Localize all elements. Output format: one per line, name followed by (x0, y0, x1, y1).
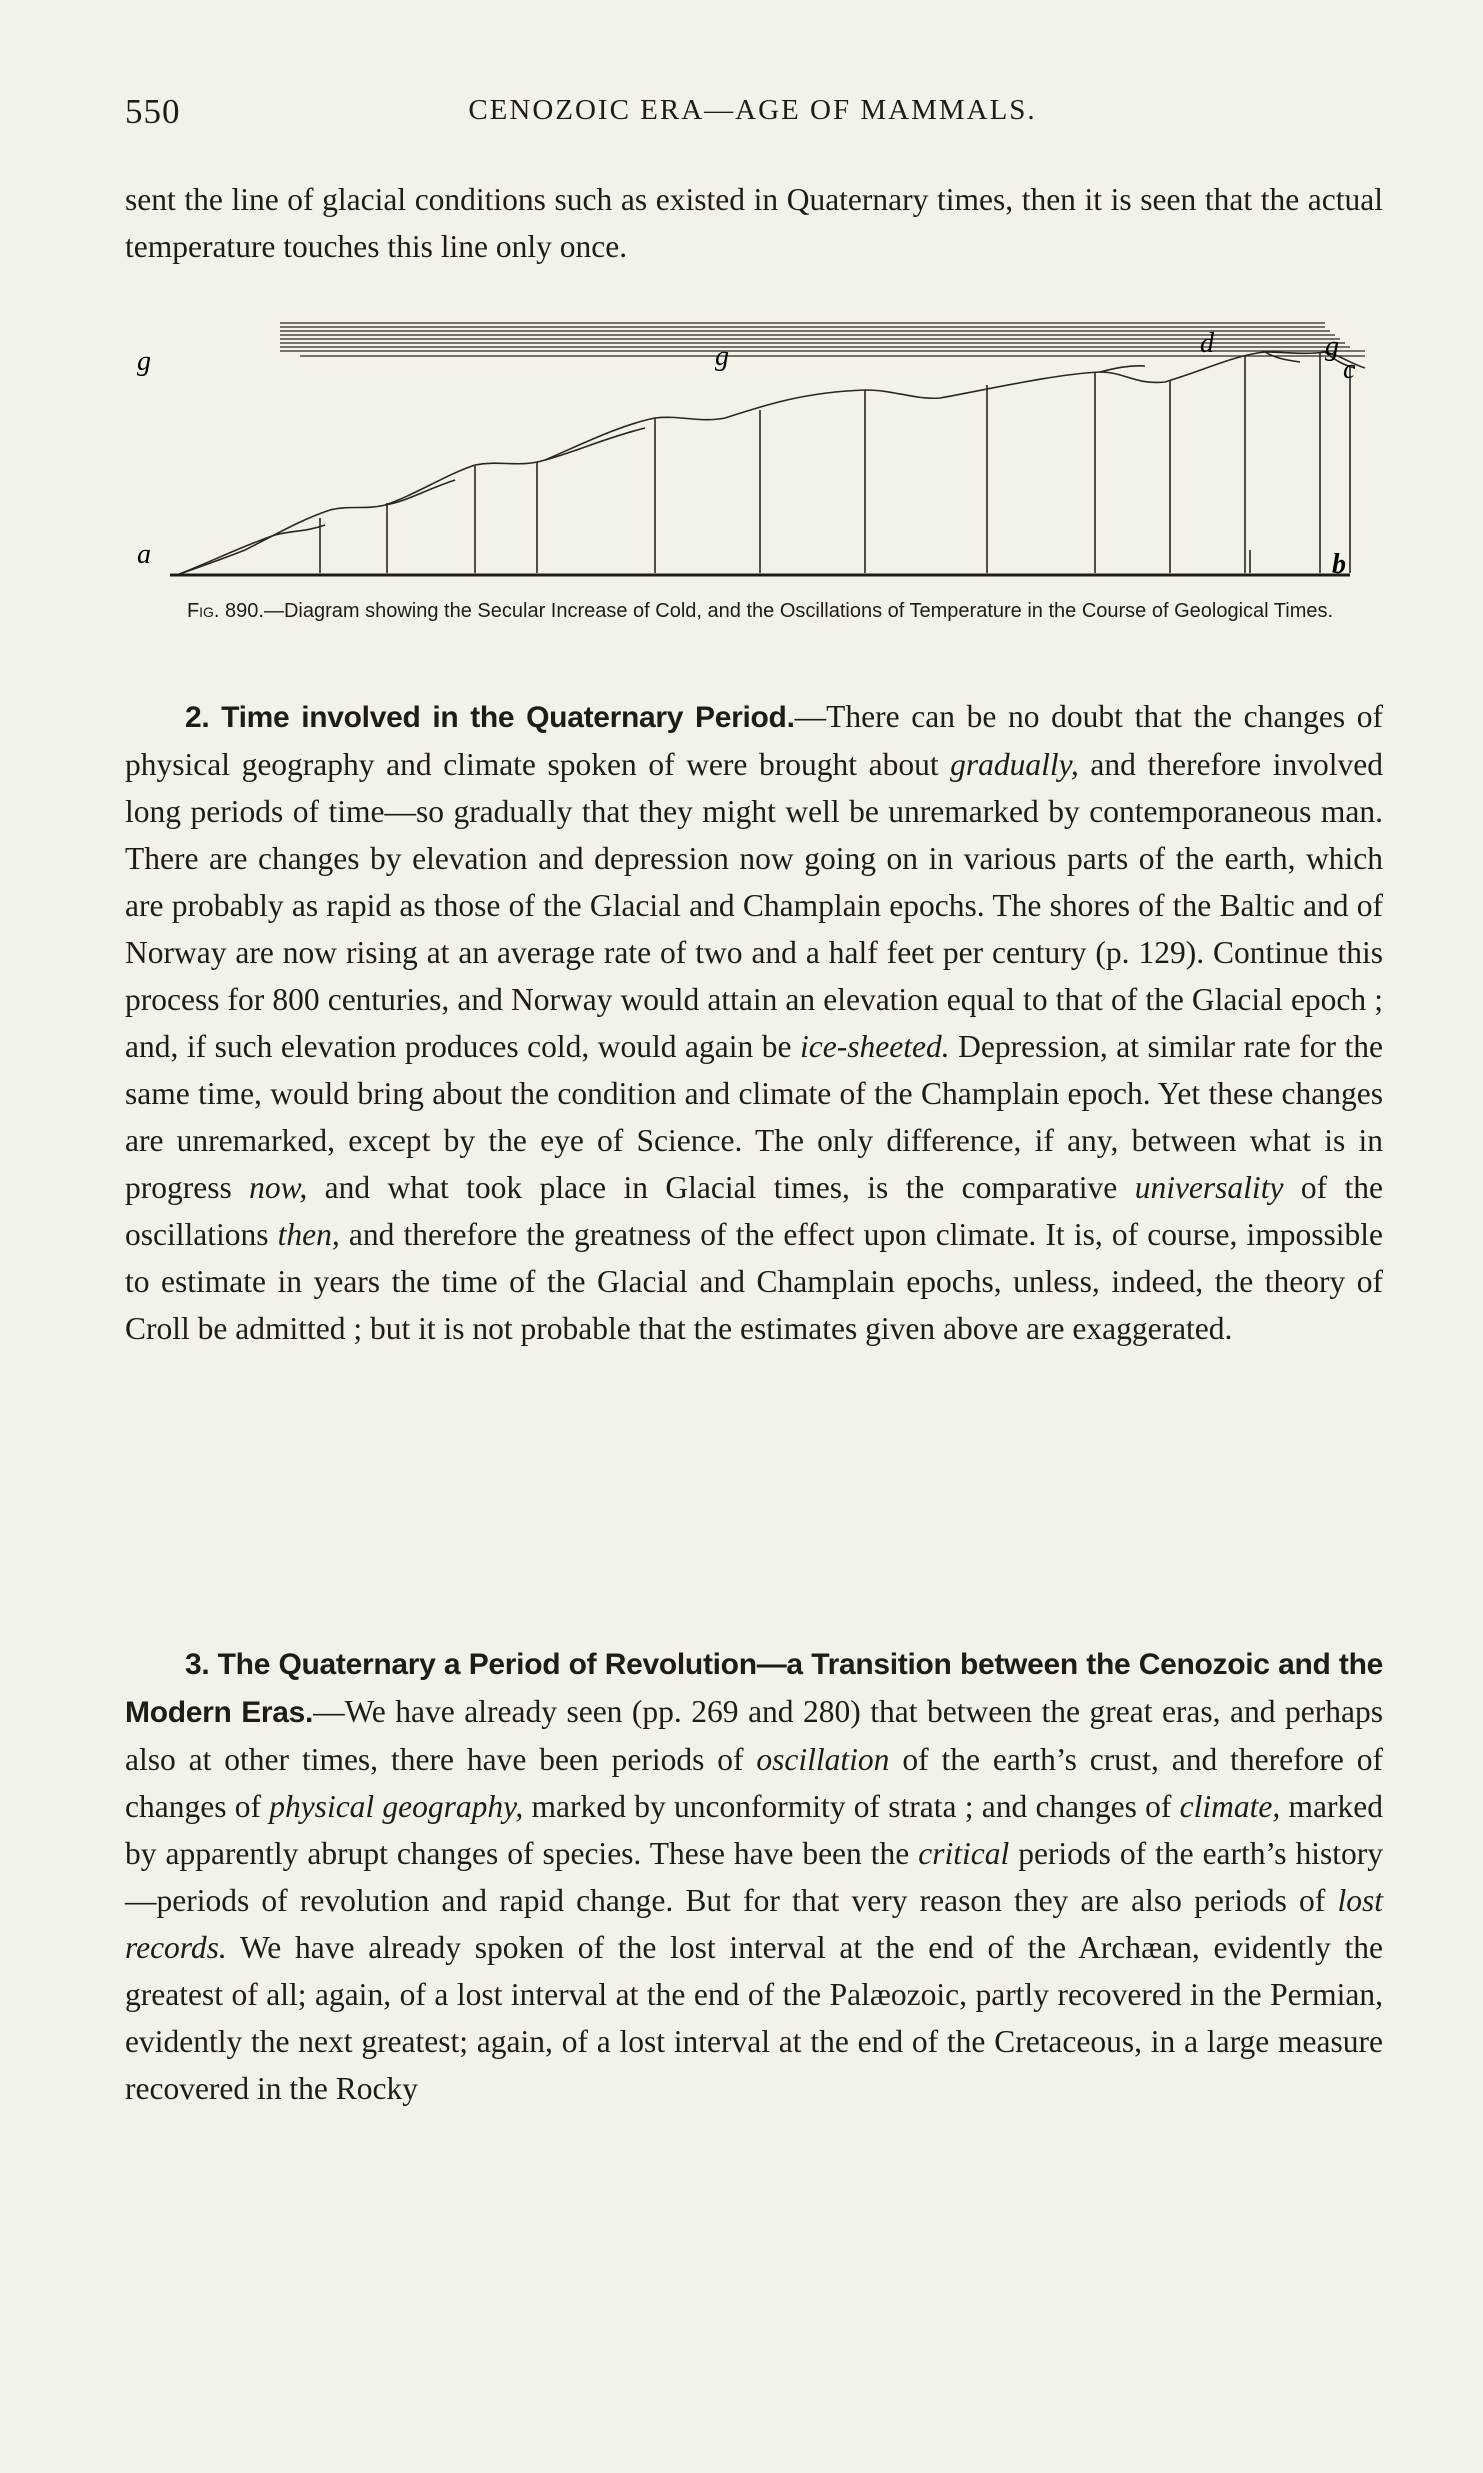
section-3-text: —We have already seen (pp. 269 and 280) that between the great eras, and perhaps also at other times, there have been periods of (125, 1694, 1383, 1777)
section-3-number: 3. (185, 1648, 210, 1681)
section-3-text: We have already spoken of the lost interval at the end of the Archæan, evidently the greatest of all; again, of a lost interval at the end of the Palæozoic, partly recovered in the Permian, evidently the next greatest; again, of a lost interval at the end of the Cretaceous, in a large measure recovered in the Rocky (125, 1930, 1383, 2106)
emphasis: universality (1134, 1170, 1284, 1205)
label-c: c (1343, 354, 1356, 385)
diagram-svg (125, 310, 1390, 590)
temperature-diagram (125, 310, 1390, 590)
intro-text: sent the line of glacial conditions such as existed in Quaternary times, then it is seen that the actual temperature touches this line only once. (125, 182, 1383, 264)
section-2-text: —There can be no doubt that the changes of physical geography and climate spoken of were brought about (125, 699, 1383, 782)
section-2-text: of the oscillations (125, 1170, 1383, 1252)
label-a: a (137, 539, 151, 570)
section-3-text: of the earth’s crust, and therefore of changes of (125, 1742, 1383, 1824)
section-2-number: 2. (185, 701, 210, 734)
page-number: 550 (125, 92, 181, 131)
emphasis: now, (249, 1170, 308, 1205)
section-3-paragraph (125, 1640, 1383, 2112)
section-2-text: Depression, at similar rate for the same time, would bring about the condition and climate of the Champlain epoch. Yet these changes are unremarked, except by the eye of Science. The only difference, if any, between what is in progress (125, 1029, 1383, 1205)
section-2-text: and what took place in Glacial times, is the comparative (307, 1170, 1135, 1205)
section-2-text: and therefore involved long periods of time—so gradually that they might well be unremarked by contemporaneous man. There are changes by elevation and depression now going on in various parts of the earth, which are probably as rapid as those of the Glacial and Champlain epochs. The shores of the Baltic and of Norway are now rising at an average rate of two and a half feet per century (p. 129). Continue this process for 800 centuries, and Norway would attain an elevation equal to that of the Glacial epoch ; and, if such elevation produces cold, would again be (125, 747, 1383, 1064)
emphasis: gradually, (950, 747, 1079, 782)
emphasis: critical (918, 1836, 1010, 1871)
label-d: d (1200, 328, 1214, 359)
caption-label: Fig. 890. (186, 600, 264, 622)
section-3-text: periods of the earth’s history —periods of revolution and rapid change. But for that very reason they are also periods of (125, 1836, 1384, 1918)
emphasis: lost records. (125, 1883, 1383, 1965)
label-g-left: g (137, 346, 151, 377)
caption-text: —Diagram showing the Secular Increase of Cold, and the Oscillations of Temperature in the Course of Geological Times. (263, 600, 1334, 622)
section-3-text: marked by unconformity of strata ; and changes of (523, 1789, 1180, 1824)
emphasis: climate, (1179, 1789, 1281, 1824)
emphasis: then, (277, 1217, 340, 1252)
section-2-heading: Time involved in the Quaternary Period. (221, 701, 795, 734)
running-head (125, 92, 1380, 136)
label-g-mid: g (715, 341, 729, 372)
emphasis: physical geography, (269, 1789, 524, 1824)
label-g-right: g (1325, 331, 1339, 362)
label-b: b (1332, 549, 1346, 580)
section-quaternary-revolution (125, 1640, 1383, 2112)
section-3-heading: The Quaternary a Period of Revolution—a Transition between the Cenozoic and the Modern Eras. (125, 1648, 1384, 1729)
section-2-paragraph (125, 693, 1383, 1352)
epoch-verticals (320, 352, 1350, 573)
temperature-curve (177, 352, 1365, 575)
section-3-text: marked by apparently abrupt changes of species. These have been the (125, 1789, 1383, 1871)
emphasis: ice-sheeted. (800, 1029, 950, 1064)
figure-caption (145, 599, 1375, 624)
section-2-text: and therefore the greatness of the effect upon climate. It is, of course, impossible to estimate in years the time of the Glacial and Champlain epochs, unless, indeed, the theory of Croll be admitted ; but it is not probable that the estimates given above are exaggerated. (125, 1217, 1383, 1346)
intro-paragraph (125, 176, 1383, 270)
running-title: CENOZOIC ERA—AGE OF MAMMALS. (468, 94, 1037, 126)
emphasis: oscillation (756, 1742, 890, 1777)
section-time-involved (125, 693, 1383, 1352)
